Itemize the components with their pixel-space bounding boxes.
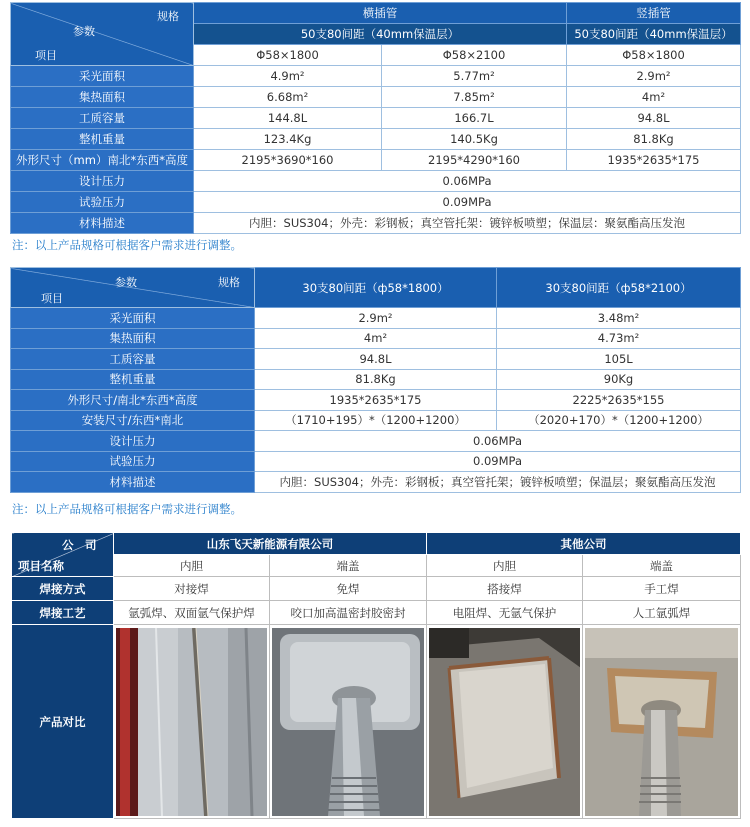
value-cell: 90Kg — [497, 369, 741, 390]
value-cell: 电阻焊、无氩气保护 — [427, 601, 583, 625]
corner-param-label: 参数 — [73, 25, 95, 38]
corner-spec-label: 规格 — [157, 10, 179, 23]
sub-header-horizontal: 50支80间距（40mm保温层） — [194, 24, 567, 45]
value-cell: 4.73m² — [497, 328, 741, 349]
corner-spec-label: 规格 — [218, 276, 240, 289]
value-cell: 6.68m² — [194, 87, 382, 108]
value-cell: 手工焊 — [583, 577, 741, 601]
row-label: 产品对比 — [12, 625, 114, 819]
product-photo-other-endcap — [583, 625, 741, 819]
sub-header-vertical: 50支80间距（40mm保温层） — [567, 24, 741, 45]
row-label: 集热面积 — [11, 87, 194, 108]
product-photo-other-inner — [427, 625, 583, 819]
product-photo-ours-endcap — [270, 625, 427, 819]
part-header: 内胆 — [114, 555, 270, 577]
merged-value-cell: 0.09MPa — [194, 192, 741, 213]
row-label: 材料描述 — [11, 213, 194, 234]
value-cell: 搭接焊 — [427, 577, 583, 601]
value-cell: 2195*4290*160 — [382, 150, 567, 171]
value-cell: 81.8Kg — [255, 369, 497, 390]
company-ours-header: 山东飞天新能源有限公司 — [114, 533, 427, 555]
spec-table-1 — [10, 2, 741, 234]
corner-param-label: 参数 — [115, 276, 137, 289]
part-header: 内胆 — [427, 555, 583, 577]
row-label: 工质容量 — [11, 108, 194, 129]
tube-size-cell: Φ58×1800 — [567, 45, 741, 66]
row-label: 焊接工艺 — [12, 601, 114, 625]
part-header: 端盖 — [270, 555, 427, 577]
row-label: 集热面积 — [11, 328, 255, 349]
value-cell: 咬口加高温密封胶密封 — [270, 601, 427, 625]
value-cell: 94.8L — [567, 108, 741, 129]
value-cell: （1710+195）*（1200+1200） — [255, 410, 497, 431]
table3-corner-cell — [12, 533, 114, 577]
note-text: 注：以上产品规格可根据客户需求进行调整。 — [12, 238, 242, 252]
merged-value-cell: 0.06MPa — [255, 431, 741, 452]
group-header-vertical: 竖插管 — [567, 3, 741, 24]
spec-table-2 — [10, 267, 741, 493]
lap-weld-image — [429, 628, 580, 816]
row-label: 采光面积 — [11, 308, 255, 329]
corner-item-label: 项目 — [35, 49, 57, 62]
value-cell: 81.8Kg — [567, 129, 741, 150]
row-label: 整机重量 — [11, 129, 194, 150]
comparison-table — [11, 532, 741, 819]
value-cell: 氩弧焊、双面氩气保护焊 — [114, 601, 270, 625]
row-label: 工质容量 — [11, 349, 255, 370]
tube-size-cell: Φ58×1800 — [194, 45, 382, 66]
value-cell: 140.5Kg — [382, 129, 567, 150]
value-cell: 94.8L — [255, 349, 497, 370]
product-photo-ours-inner — [114, 625, 270, 819]
value-cell: 2225*2635*155 — [497, 390, 741, 411]
tube-size-cell: Φ58×2100 — [382, 45, 567, 66]
row-label: 外形尺寸/南北*东西*高度 — [11, 390, 255, 411]
row-label: 设计压力 — [11, 431, 255, 452]
value-cell: 2195*3690*160 — [194, 150, 382, 171]
value-cell: 123.4Kg — [194, 129, 382, 150]
value-cell: 2.9m² — [567, 66, 741, 87]
value-cell: 4m² — [567, 87, 741, 108]
value-cell: 7.85m² — [382, 87, 567, 108]
value-cell: 免焊 — [270, 577, 427, 601]
manual-weld-image — [585, 628, 738, 816]
value-cell: 4.9m² — [194, 66, 382, 87]
merged-value-cell: 0.06MPa — [194, 171, 741, 192]
row-label: 试验压力 — [11, 451, 255, 472]
table2-corner-cell — [11, 268, 255, 308]
note-text: 注：以上产品规格可根据客户需求进行调整。 — [12, 502, 242, 516]
merged-value-cell: 内胆：SUS304；外壳：彩钢板；真空管托架：镀锌板喷塑；保温层：聚氨酯高压发泡 — [194, 213, 741, 234]
corner-item-label: 项目 — [41, 292, 63, 305]
value-cell: 4m² — [255, 328, 497, 349]
value-cell: 1935*2635*175 — [567, 150, 741, 171]
weld-seam-image — [116, 628, 267, 816]
col-header: 30支80间距（ф58*2100） — [497, 268, 741, 308]
row-label: 设计压力 — [11, 171, 194, 192]
merged-value-cell: 0.09MPa — [255, 451, 741, 472]
row-label: 外形尺寸（mm）南北*东西*高度 — [11, 150, 194, 171]
value-cell: 144.8L — [194, 108, 382, 129]
row-label: 整机重量 — [11, 369, 255, 390]
value-cell: 1935*2635*175 — [255, 390, 497, 411]
table1-corner-cell — [11, 3, 194, 66]
value-cell: 105L — [497, 349, 741, 370]
row-label: 焊接方式 — [12, 577, 114, 601]
col-header: 30支80间距（ф58*1800） — [255, 268, 497, 308]
corner-company-label: 公 司 — [62, 538, 97, 552]
row-label: 采光面积 — [11, 66, 194, 87]
value-cell: 人工氩弧焊 — [583, 601, 741, 625]
value-cell: （2020+170）*（1200+1200） — [497, 410, 741, 431]
value-cell: 对接焊 — [114, 577, 270, 601]
row-label: 安装尺寸/东西*南北 — [11, 410, 255, 431]
value-cell: 166.7L — [382, 108, 567, 129]
merged-value-cell: 内胆：SUS304；外壳：彩钢板；真空管托架；镀锌板喷塑；保温层；聚氨酯高压发泡 — [255, 472, 741, 493]
row-label: 材料描述 — [11, 472, 255, 493]
group-header-horizontal: 横插管 — [194, 3, 567, 24]
company-other-header: 其他公司 — [427, 533, 741, 555]
row-label: 试验压力 — [11, 192, 194, 213]
corner-item-label: 项目名称 — [18, 559, 64, 573]
value-cell: 2.9m² — [255, 308, 497, 329]
part-header: 端盖 — [583, 555, 741, 577]
value-cell: 5.77m² — [382, 66, 567, 87]
value-cell: 3.48m² — [497, 308, 741, 329]
end-cap-image — [272, 628, 424, 816]
